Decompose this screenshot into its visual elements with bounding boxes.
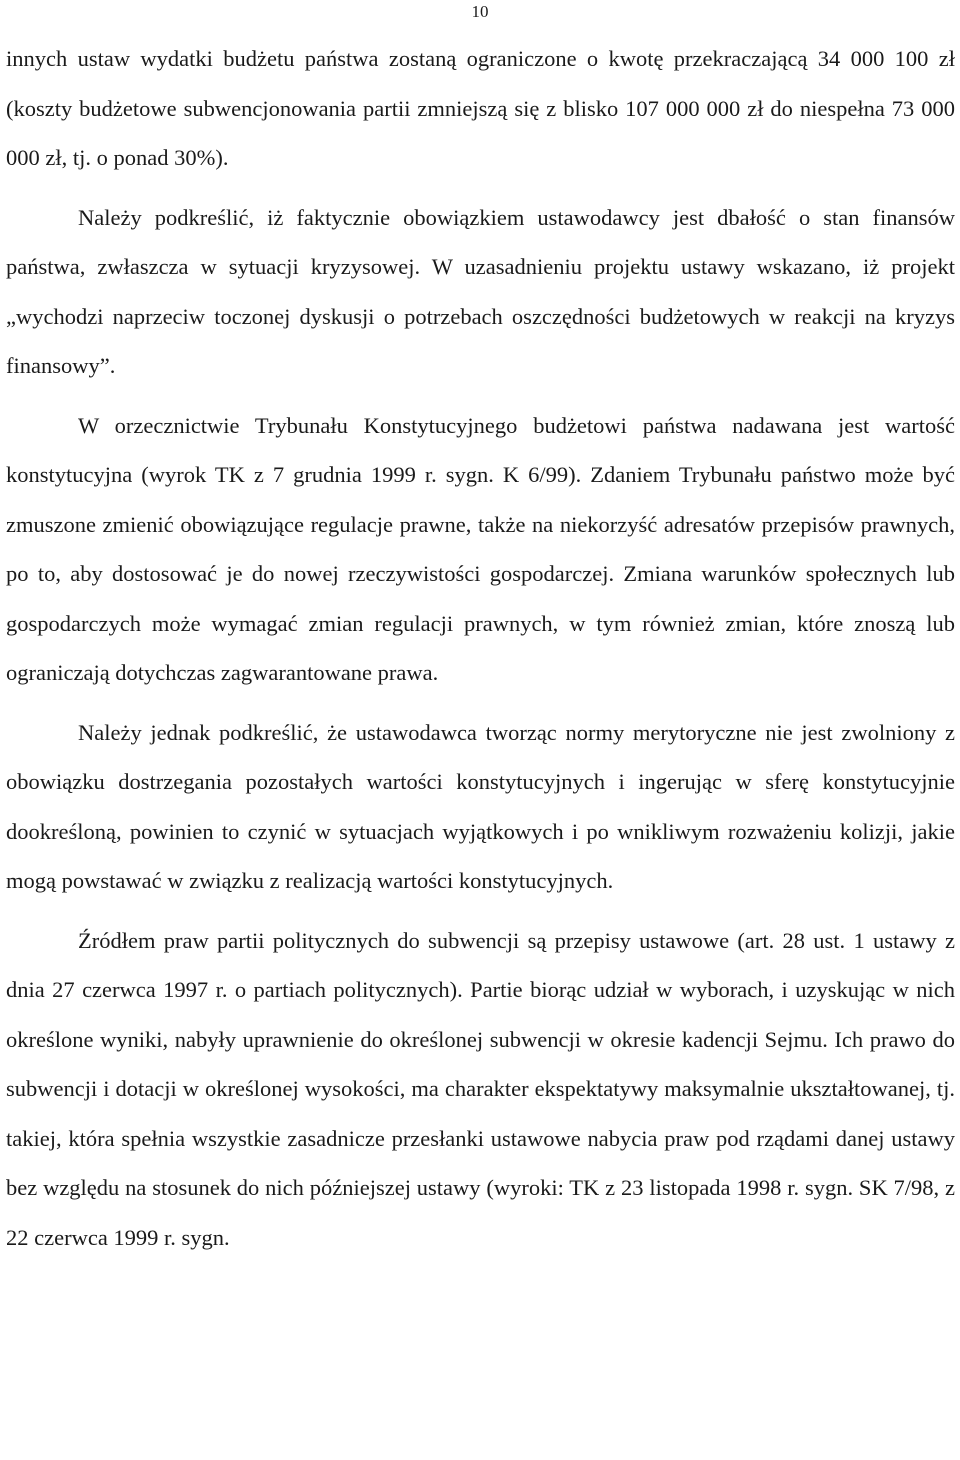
paragraph-continuation: innych ustaw wydatki budżetu państwa zostaną ograniczone o kwotę przekraczającą 34 000 100 zł (koszty budżetowe subwencjonowania partii zmniejszą się z blisko 107 000 000 zł do niespełna 73 000 000 zł, tj. o ponad 30%). [6,46,955,170]
paragraph-party-subsidies: Źródłem praw partii politycznych do subwencji są przepisy ustawowe (art. 28 ust. 1 ustawy z dnia 27 czerwca 1997 r. o partiach politycznych). Partie biorąc udział w wyborach, i uzyskując w nich określone wyniki, nabyły uprawnienie do określonej subwencji w okresie kadencji Sejmu. Ich prawo do subwencji i dotacji w określonej wysokości, ma charakter ekspektatywy maksymalnie ukształtowanej, tj. takiej, która spełnia wszystkie zasadnicze przesłanki ustawowe nabycia praw pod rządami danej ustawy bez względu na stosunek do nich późniejszej ustawy (wyroki: TK z 23 listopada 1998 r. sygn. SK 7/98, z 22 czerwca 1999 r. sygn. [6,927,955,1250]
page-number: 10 [471,2,489,21]
paragraph-legislator-duties: Należy jednak podkreślić, że ustawodawca tworząc normy merytoryczne nie jest zwolniony z obowiązku dostrzegania pozostałych wartości konstytucyjnych i ingerując w sferę konstytucyjnie dookreśloną, powinien to czynić w sytuacjach wyjątkowych i po wnikliwym rozważeniu kolizji, jakie mogą powstawać w związku z realizacją wartości konstytucyjnych. [6,719,955,893]
paragraph-constitutional-tribunal: W orzecznictwie Trybunału Konstytucyjnego budżetowi państwa nadawana jest wartość konstytucyjna (wyrok TK z 7 grudnia 1999 r. sygn. K 6/99). Zdaniem Trybunału państwo może być zmuszone zmienić obowiązujące regulacje prawne, także na niekorzyść adresatów przepisów prawnych, po to, aby dostosować je do nowej rzeczywistości gospodarczej. Zmiana warunków społecznych lub gospodarczych może wymagać zmian regulacji prawnych, w tym również zmian, które znoszą lub ograniczają dotychczas zagwarantowane prawa. [6,412,955,685]
paragraph-state-finances: Należy podkreślić, iż faktycznie obowiązkiem ustawodawcy jest dbałość o stan finansów państwa, zwłaszcza w sytuacji kryzysowej. W uzasadnieniu projektu ustawy wskazano, iż projekt „wychodzi naprzeciw toczonej dyskusji o potrzebach oszczędności budżetowych w reakcji na kryzys finansowy”. [6,204,955,378]
document-body [6,34,955,1262]
